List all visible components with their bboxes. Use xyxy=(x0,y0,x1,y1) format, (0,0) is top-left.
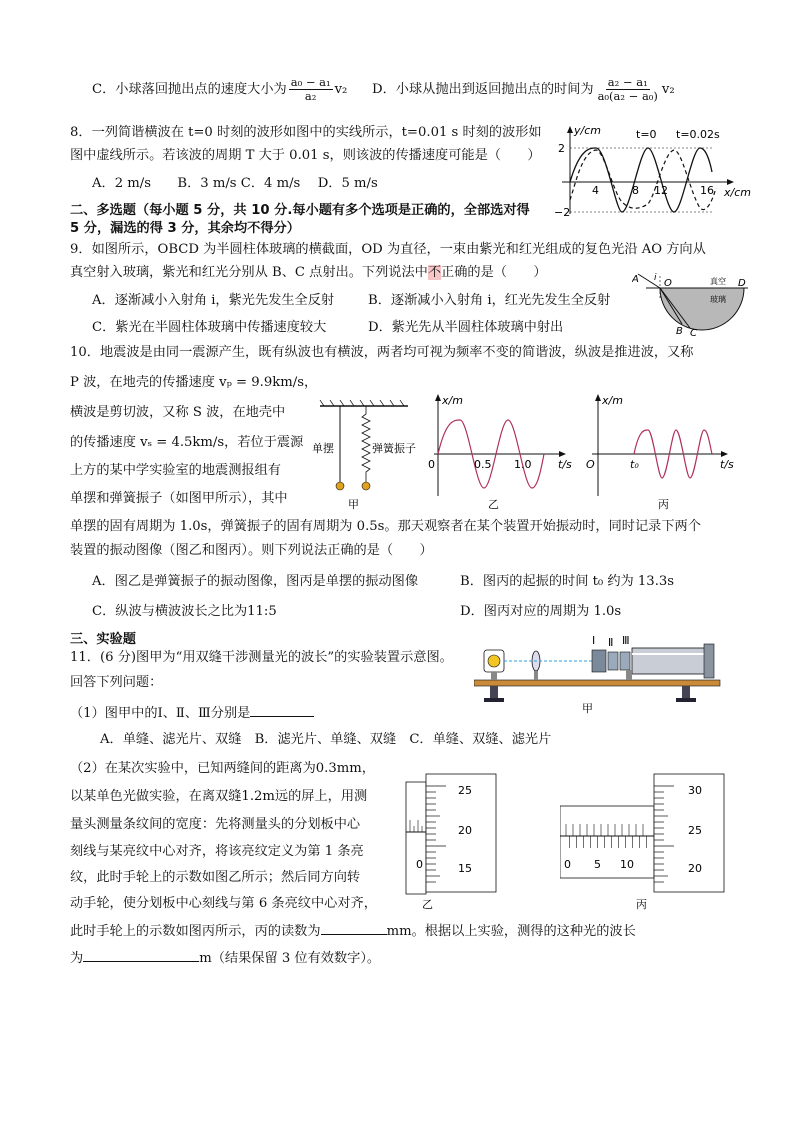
q11-label-II: Ⅱ xyxy=(608,636,614,649)
q10-stem-line1: 10．地震波是由同一震源产生，既有纵波也有横波，两者均可视为频率不变的简谐波，纵波是推进波，又称 xyxy=(70,345,694,360)
q10-label-spring: 弹簧振子 xyxy=(372,442,416,455)
q10-fig-bing xyxy=(582,392,752,512)
q8-stem-line2: 图中虚线所示。若该波的周期 T 大于 0.01 s，则该波的传播速度可能是（ ） xyxy=(70,148,541,163)
q8-wave-figure xyxy=(552,122,754,218)
q8-stem-line1: 8．一列简谐横波在 t=0 时刻的波形如图中的实线所示，t=0.01 s 时刻的波形如 xyxy=(70,125,542,140)
q10-stem-line6: 单摆和弹簧振子（如图甲所示），其中 xyxy=(70,491,288,506)
q11-label-III: Ⅲ xyxy=(622,634,630,647)
section2-heading-line1: 二、多选题（每小题 5 分，共 10 分.每小题有多个选项是正确的，全部选对得 xyxy=(70,203,530,218)
q10-yi-xlabel: t/s xyxy=(558,458,572,471)
q11-p2-line5: 纹，此时手轮上的示数如图乙所示；然后同方向转 xyxy=(70,870,361,885)
q7-option-c: C．小球落回抛出点的速度大小为 $\frac{\text{a₀ − a₁}}{\text{a₂}}$ v₂ xyxy=(92,75,348,103)
q10-bing-origin: O xyxy=(586,458,595,471)
q10-stem-line4: 的传播速度 vₛ = 4.5km/s，若位于震源 xyxy=(70,435,304,450)
q10-fig-yi xyxy=(424,392,580,512)
q8-solid-wave xyxy=(570,148,712,212)
q10-yi-origin: 0 xyxy=(428,458,435,471)
q10-stem-line3: 横波是剪切波，又称 S 波，在地壳中 xyxy=(70,405,286,420)
q11-part1-options: A．单缝、滤光片、双缝 B．滤光片、单缝、双缝 C．单缝、双缝、滤光片 xyxy=(100,732,552,747)
q10-fig-jia xyxy=(308,400,416,512)
q8-t1-label: t=0.02s xyxy=(676,128,720,141)
q7-option-d: D．小球从抛出到返回抛出点的时间为 $\frac{\text{a₂ − a₁}}{\text{a₀(a₂ − a₀)}}$ v₂ xyxy=(372,75,675,103)
q11-part1: （1）图甲中的Ⅰ、Ⅱ、Ⅲ分别是 xyxy=(70,703,314,723)
q11-bing-main-0: 0 xyxy=(564,858,571,871)
q9-stem-line1: 9．如图所示，OBCD 为半圆柱体玻璃的横截面，OD 为直径，一束由紫光和红光组成的复色光沿 AO 方向从 xyxy=(70,242,706,257)
q9-label-glass: 玻璃 xyxy=(710,295,726,304)
q11-caption-jia: 甲 xyxy=(582,702,593,714)
q8-xtick-8: 8 xyxy=(632,184,639,197)
q10-yi-ylabel: x/m xyxy=(442,394,463,407)
q9-point-c: C xyxy=(690,328,697,338)
q8-x-label: x/cm xyxy=(724,186,751,199)
q11-caption-bing: 丙 xyxy=(636,898,647,911)
q8-options: A．2 m/s B．3 m/s C．4 m/s D．5 m/s xyxy=(92,176,378,191)
q9-angle-i: i xyxy=(654,273,657,283)
q11-p2-line7: 此时手轮上的示数如图丙所示，丙的读数为 mm。根据以上实验，测得的这种光的波长 xyxy=(70,921,636,941)
q10-stem-line5: 上方的某中学实验室的地震测报组有 xyxy=(70,463,281,478)
q11-stem-line1: 11．(6 分)图甲为“用双缝干涉测量光的波长”的实验装置示意图。 xyxy=(70,650,453,665)
q10-bing-xlabel: t/s xyxy=(720,458,734,471)
section3-heading: 三、实验题 xyxy=(70,632,136,647)
q9-semicylinder-figure xyxy=(632,272,750,338)
q11-caption-yi: 乙 xyxy=(422,898,433,911)
q10-caption-jia: 甲 xyxy=(348,498,359,511)
q9-emphasis-not: 不 xyxy=(427,265,442,280)
q8-t0-label: t=0 xyxy=(636,128,657,141)
q10-bing-ylabel: x/m xyxy=(602,394,623,407)
q10-label-pendulum: 单摆 xyxy=(312,442,334,455)
q10-yi-tick-10: 1.0 xyxy=(514,458,532,471)
q9-option-a: A．逐渐减小入射角 i，紫光先发生全反射 xyxy=(92,293,335,308)
q10-option-b: B．图丙的起振的时间 t₀ 约为 13.3s xyxy=(460,574,675,589)
q11-yi-scale-15: 15 xyxy=(458,862,472,875)
q11-bing-main-5: 5 xyxy=(594,858,601,871)
q9-point-d: D xyxy=(738,278,746,289)
q11-part1-blank[interactable] xyxy=(250,703,314,717)
q10-bing-t0: t₀ xyxy=(630,458,639,471)
q9-option-c: C．紫光在半圆柱体玻璃中传播速度较大 xyxy=(92,320,327,335)
q9-point-b: B xyxy=(676,326,683,337)
q11-p2-line4: 刻线与某亮纹中心对齐，将该亮纹定义为第 1 条亮 xyxy=(70,844,364,859)
q9-option-b: B．逐渐减小入射角 i，红光先发生全反射 xyxy=(368,293,611,308)
q8-xtick-16: 16 xyxy=(700,184,714,197)
q11-bing-scale-30: 30 xyxy=(688,784,702,797)
q11-p2-line6: 动手轮，使分划板中心刻线与第 6 条亮纹中心对齐， xyxy=(70,896,377,911)
q10-option-a: A．图乙是弹簧振子的振动图像，图丙是单摆的振动图像 xyxy=(92,574,419,589)
q11-p2-line1: （2）在某次实验中，已知两缝间的距离为0.3mm， xyxy=(70,761,375,776)
q9-point-a: A xyxy=(632,274,639,285)
q11-label-I: Ⅰ xyxy=(592,634,596,647)
q11-reading-blank[interactable] xyxy=(321,921,387,935)
q8-y-label: y/cm xyxy=(574,124,601,137)
q11-apparatus-figure xyxy=(474,634,722,714)
q11-yi-scale-20: 20 xyxy=(458,824,472,837)
q11-p2-line3: 量头测量条纹间的宽度：先将测量头的分划板中心 xyxy=(70,817,361,832)
q10-option-c: C．纵波与横波波长之比为11:5 xyxy=(92,604,277,619)
q9-option-d: D．紫光先从半圆柱体玻璃中射出 xyxy=(368,320,564,335)
q9-point-o: O xyxy=(664,278,672,289)
q8-xtick-12: 12 xyxy=(654,184,668,197)
q10-caption-bing: 丙 xyxy=(658,498,669,511)
q8-ymax: 2 xyxy=(558,142,565,155)
q10-option-d: D．图丙对应的周期为 1.0s xyxy=(460,604,622,619)
q11-yi-main-0: 0 xyxy=(416,858,423,871)
q11-yi-scale-25: 25 xyxy=(458,784,472,797)
section2-heading-line2: 5 分，漏选的得 3 分，其余均不得分） xyxy=(70,221,300,236)
q11-micrometer-bing xyxy=(560,772,740,912)
q8-xtick-4: 4 xyxy=(592,184,599,197)
q10-stem-line8: 装置的振动图像（图乙和图丙）。则下列说法正确的是（ ） xyxy=(70,543,433,558)
q11-p2-line2: 以某单色光做实验，在离双缝1.2m远的屏上，用测 xyxy=(70,789,368,804)
q10-yi-tick-05: 0.5 xyxy=(474,458,492,471)
q10-stem-line7: 单摆的固有周期为 1.0s，弹簧振子的固有周期为 0.5s。那天观察者在某个装置开始振动时，同时记录下两个 xyxy=(70,519,701,534)
q11-bing-main-10: 10 xyxy=(620,858,634,871)
q11-bing-scale-25: 25 xyxy=(688,824,702,837)
q10-stem-line2: P 波，在地壳的传播速度 vₚ = 9.9km/s， xyxy=(70,375,318,390)
q9-stem-line2: 真空射入玻璃，紫光和红光分别从 B、C 点射出。下列说法中不正确的是（ ） xyxy=(70,265,547,280)
q11-bing-scale-20: 20 xyxy=(688,862,702,875)
q11-wavelength-blank[interactable] xyxy=(83,948,199,962)
q11-micrometer-yi xyxy=(402,772,506,912)
q10-caption-yi: 乙 xyxy=(488,498,499,511)
q11-p2-line8: 为 m（结果保留 3 位有效数字）。 xyxy=(70,948,380,968)
q11-stem-line2: 回答下列问题： xyxy=(70,675,163,690)
q9-label-vacuum: 真空 xyxy=(710,277,726,286)
q8-ymin: −2 xyxy=(554,206,571,218)
